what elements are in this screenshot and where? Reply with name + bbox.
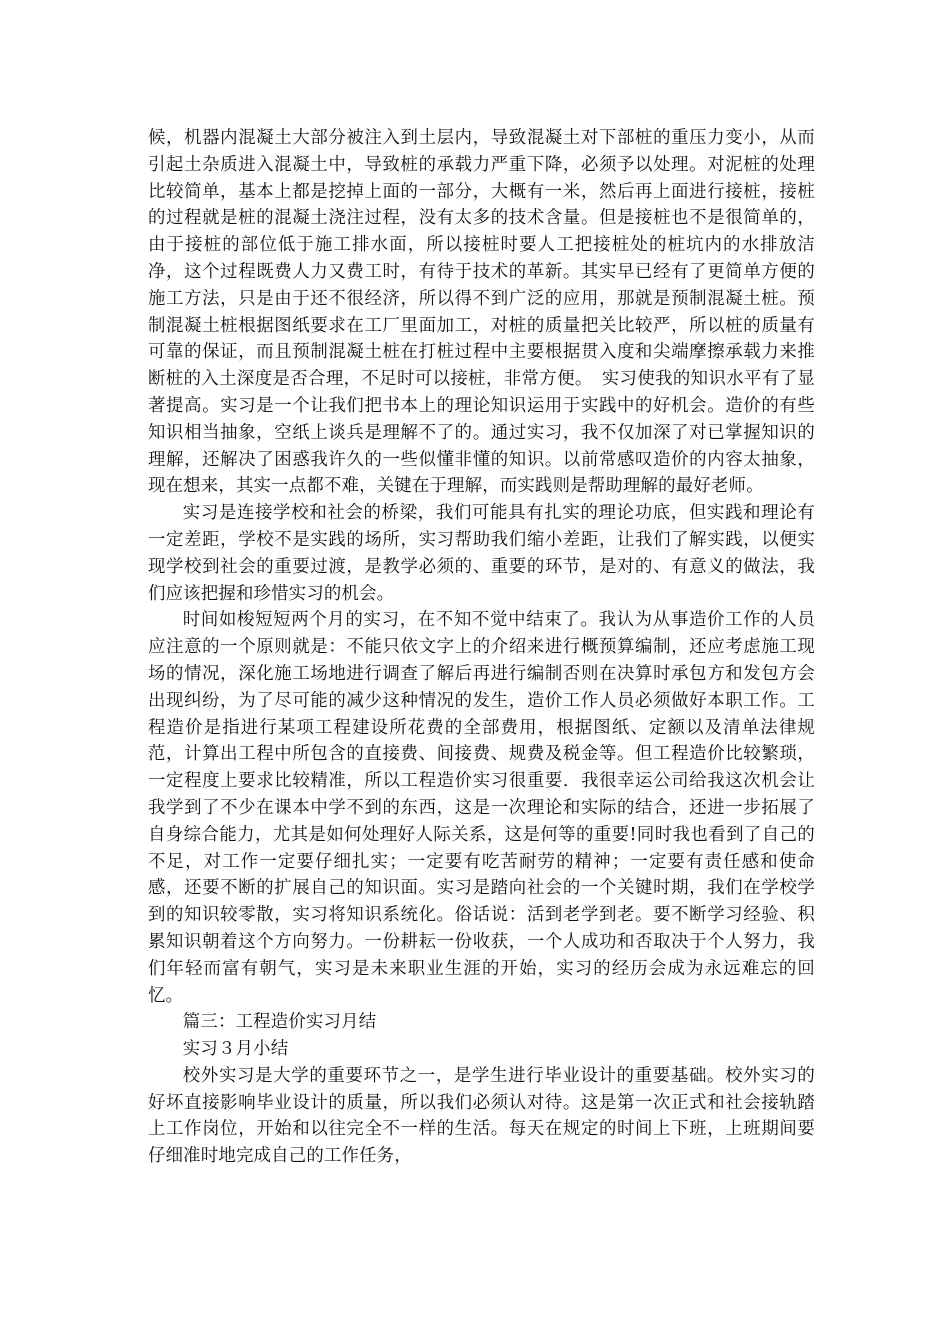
subsection-heading: 实习３月小结	[182, 1039, 289, 1060]
paragraph-2: 实习是连接学校和社会的桥梁，我们可能具有扎实的理论功底，但实践和理论有一定差距，学校不是实践的场所，实习帮助我们缩小差距，让我们了解实践，以便实现学校到社会的重要过渡，是教学必须的、重要的环节，是对的、有意义的做法，我们应该把握和珍惜实习的机会。	[148, 503, 815, 604]
paragraph-1: 候，机器内混凝土大部分被注入到土层内，导致混凝土对下部桩的重压力变小，从而引起土杂质进入混凝土中，导致桩的承载力严重下降，必须予以处理。对泥桩的处理比较简单，基本上都是挖掉上面的一部分，大概有一米，然后再上面进行接桩，接桩的过程就是桩的混凝土浇注过程，没有太多的技术含量。但是接桩也不是很简单的，由于接桩的部位低于施工排水面，所以接桩时要人工把接桩处的桩坑内的水排放洁净，这个过程既费人力又费工时，有待于技术的革新。其实早已经有了更简单方便的施工方法，只是由于还不很经济，所以得不到广泛的应用，那就是预制混凝土桩。预制混凝土桩根据图纸要求在工厂里面加工，对桩的质量把关比较严，所以桩的质量有可靠的保证，而且预制混凝土桩在打桩过程中主要根据贯入度和尖端摩擦承载力来推断桩的入土深度是否合理，不足时可以接桩，非常方便。 实习使我的知识水平有了显著提高。实习是一个让我们把书本上的理论知识运用于实践中的好机会。造价的有些知识相当抽象，空纸上谈兵是理解不了的。通过实习，我不仅加深了对已掌握知识的理解，还解决了困惑我许久的一些似懂非懂的知识。以前常感叹造价的内容太抽象，现在想来，其实一点都不难，关键在于理解，而实践则是帮助理解的最好老师。	[148, 128, 815, 497]
paragraph-4: 校外实习是大学的重要环节之一，是学生进行毕业设计的重要基础。校外实习的好坏直接影响毕业设计的质量，所以我们必须认对待。这是第一次正式和社会接轨踏上工作岗位，开始和以往完全不一样的生活。每天在规定的时间上下班，上班期间要仔细准时地完成自己的工作任务，	[148, 1065, 815, 1167]
paragraph-3: 时间如梭短短两个月的实习，在不知不觉中结束了。我认为从事造价工作的人员应注意的一个原则就是：不能只依文字上的介绍来进行概预算编制，还应考虑施工现场的情况，深化施工场地进行调查了解后再进行编制否则在决算时承包方和发包方会出现纠纷，为了尽可能的减少这种情况的发生，造价工作人员必须做好本职工作。工程造价是指进行某项工程建设所花费的全部费用，根据图纸、定额以及清单法律规范，计算出工程中所包含的直接费、间接费、规费及税金等。但工程造价比较繁琐，一定程度上要求比较精准，所以工程造价实习很重要．我很幸运公司给我这次机会让我学到了不少在课本中学不到的东西，这是一次理论和实际的结合，还进一步拓展了自身综合能力，尤其是如何处理好人际关系，这是何等的重要!同时我也看到了自己的不足，对工作一定要仔细扎实；一定要有吃苦耐劳的精神；一定要有责任感和使命感，还要不断的扩展自己的知识面。实习是踏向社会的一个关键时期，我们在学校学到的知识较零散，实习将知识系统化。俗话说：活到老学到老。要不断学习经验、积累知识朝着这个方向努力。一份耕耘一份收获，一个人成功和否取决于个人努力，我们年轻而富有朝气，实习是未来职业生涯的开始，实习的经历会成为永远难忘的回忆。	[148, 610, 815, 1006]
section-heading: 篇三：工程造价实习月结	[182, 1012, 377, 1033]
document-body	[148, 125, 815, 1170]
